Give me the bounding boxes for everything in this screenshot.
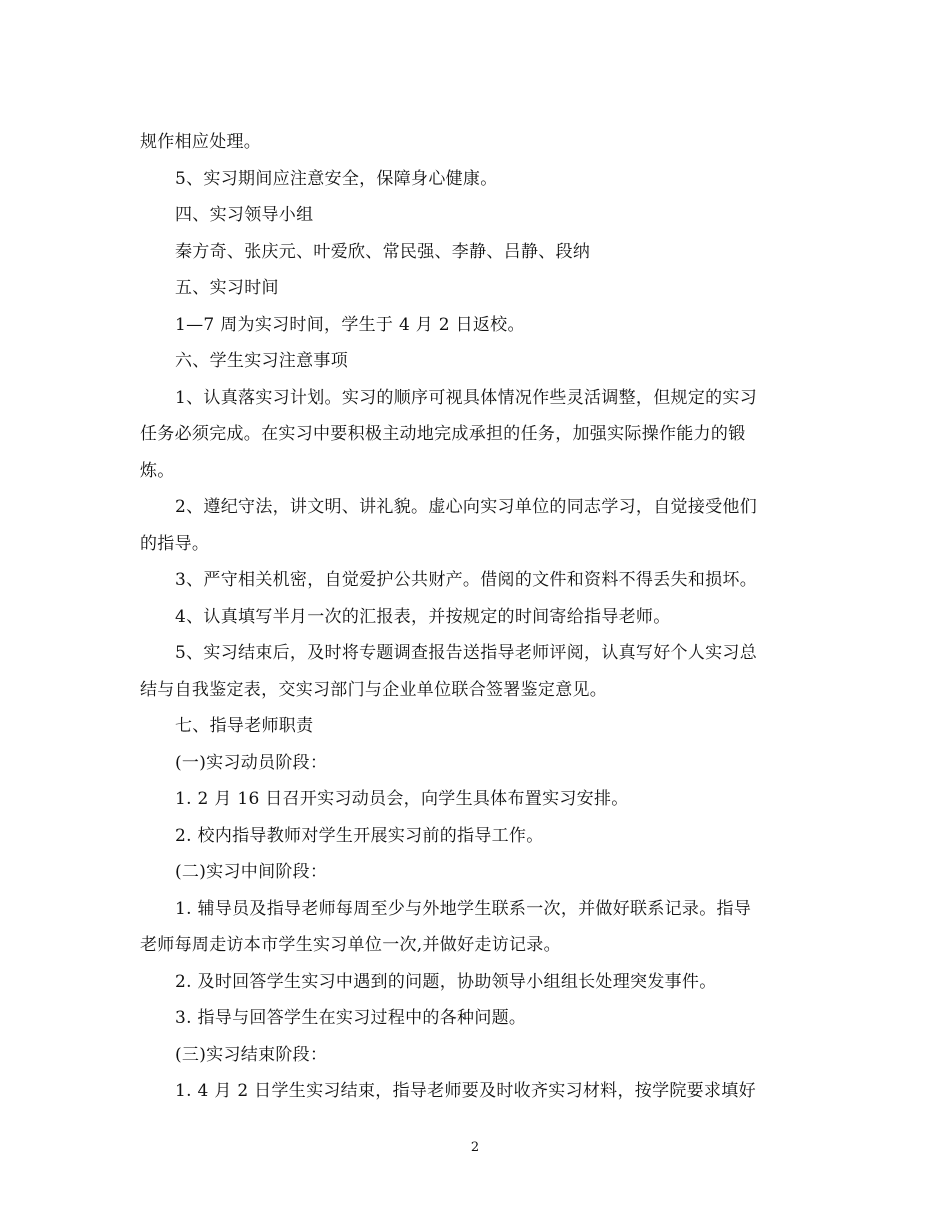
text-line: 1. 2 月 16 日召开实习动员会，向学生具体布置实习安排。 bbox=[175, 789, 629, 809]
section-heading: 四、实习领导小组 bbox=[175, 205, 314, 225]
text-line: 1—7 周为实习时间，学生于 4 月 2 日返校。 bbox=[175, 314, 525, 335]
text-line: 2. 校内指导教师对学生开展实习前的指导工作。 bbox=[175, 825, 544, 846]
text-line: 任务必须完成。在实习中要积极主动地完成承担的任务，加强实际操作能力的锻 bbox=[140, 424, 746, 444]
text-line: 4、认真填写半月一次的汇报表，并按规定的时间寄给指导老师。 bbox=[175, 606, 671, 627]
subsection-heading: (三)实习结束阶段： bbox=[175, 1044, 328, 1065]
section-heading: 七、指导老师职责 bbox=[175, 716, 314, 736]
section-heading: 五、实习时间 bbox=[175, 278, 279, 298]
text-line: 的指导。 bbox=[140, 533, 210, 554]
text-line: 炼。 bbox=[140, 460, 175, 481]
text-line: 5、实习期间应注意安全，保障身心健康。 bbox=[175, 168, 498, 189]
section-heading: 六、学生实习注意事项 bbox=[175, 351, 348, 371]
text-line: 2. 及时回答学生实习中遇到的问题，协助领导小组组长处理突发事件。 bbox=[175, 971, 717, 992]
subsection-heading: (二)实习中间阶段： bbox=[175, 862, 328, 882]
subsection-heading: (一)实习动员阶段： bbox=[175, 752, 328, 773]
document-body bbox=[140, 124, 815, 1110]
text-line: 1. 辅导员及指导老师每周至少与外地学生联系一次，并做好联系记录。指导 bbox=[175, 898, 752, 919]
text-line: 老师每周走访本市学生实习单位一次,并做好走访记录。 bbox=[140, 935, 561, 955]
text-line: 5、实习结束后，及时将专题调查报告送指导老师评阅，认真写好个人实习总 bbox=[175, 643, 758, 663]
text-line: 1. 4 月 2 日学生实习结束，指导老师要及时收齐实习材料，按学院要求填好 bbox=[175, 1081, 756, 1101]
text-line: 1、认真落实习计划。实习的顺序可视具体情况作些灵活调整，但规定的实习 bbox=[175, 387, 758, 408]
text-line: 3、严守相关机密，自觉爱护公共财产。借阅的文件和资料不得丢失和损坏。 bbox=[175, 570, 758, 590]
text-line: 秦方奇、张庆元、叶爱欣、常民强、李静、吕静、段纳 bbox=[175, 241, 591, 262]
page-number: 2 bbox=[470, 1140, 480, 1155]
text-line: 2、遵纪守法，讲文明、讲礼貌。虚心向实习单位的同志学习，自觉接受他们 bbox=[175, 497, 758, 517]
text-line: 结与自我鉴定表，交实习部门与企业单位联合签署鉴定意见。 bbox=[140, 679, 608, 700]
text-line: 规作相应处理。 bbox=[140, 132, 262, 152]
text-line: 3. 指导与回答学生在实习过程中的各种问题。 bbox=[175, 1008, 527, 1028]
